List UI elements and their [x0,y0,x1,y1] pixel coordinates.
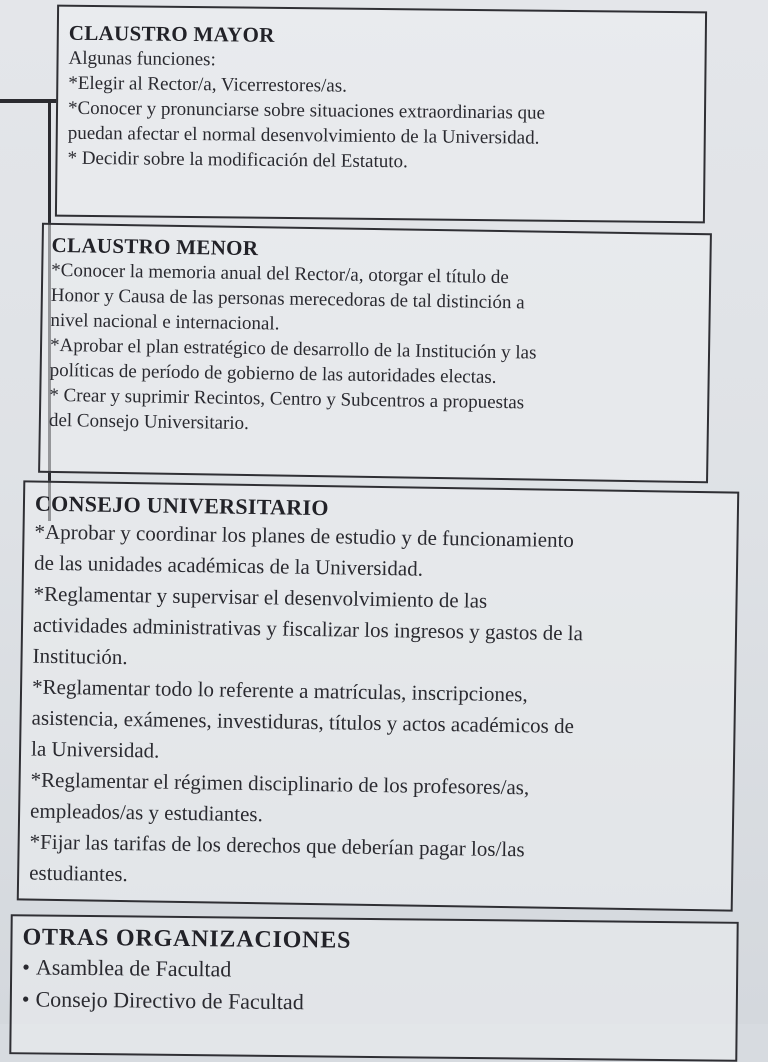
text-line: puedan afectar el normal desenvolvimiento de la Universidad. [67,122,540,149]
text-line: la Universidad. [30,736,160,763]
text-line: Institución. [32,643,128,670]
text-line: de las unidades académicas de la Universidad. [33,550,424,581]
bullet-icon: • [22,954,31,980]
text-line: *Reglamentar y supervisar el desenvolvimiento de las [33,581,488,613]
text-line: *Reglamentar todo lo referente a matrículas, inscripciones, [31,674,528,707]
text-line: Honor y Causa de las personas merecedoras de tal distinción a [50,284,525,314]
text-line: políticas de período de gobierno de las autoridades electas. [49,359,497,388]
section-title: CONSEJO UNIVERSITARIO [34,490,329,521]
text-line: *Fijar las tarifas de los derechos que deberían pagar los/las [29,829,525,862]
text-line: estudiantes. [28,860,128,887]
consejo-universitario-box [17,480,740,911]
otras-organizaciones-box [9,914,738,1062]
text-line: nivel nacional e internacional. [50,309,280,335]
bullet-icon: • [21,986,30,1012]
text-line: del Consejo Universitario. [48,409,250,435]
list-item [22,983,726,1022]
text-line: *Conocer la memoria anual del Rector/a, otorgar el título de [51,259,509,289]
text-line: *Reglamentar el régimen disciplinario de los profesores/as, [30,767,530,800]
text-line: * Crear y suprimir Recintos, Centro y Subcentros a propuestas [49,384,525,414]
section-title: CLAUSTRO MAYOR [68,20,275,47]
section-title: OTRAS ORGANIZACIONES [22,924,352,954]
text-line: *Conocer y pronunciarse sobre situaciones extraordinarias que [67,97,546,124]
text-line: actividades administrativas y fiscalizar los ingresos y gastos de la [32,612,584,646]
claustro-menor-box [38,223,712,483]
text-line: *Elegir al Rector/a, Vicerrestores/as. [68,72,348,97]
list-item-label: Asamblea de Facultad [35,954,232,982]
text-line: *Aprobar el plan estratégico de desarrollo de la Institución y las [49,334,537,364]
text-line: * Decidir sobre la modificación del Estatuto. [67,147,408,173]
section-title: CLAUSTRO MENOR [51,232,259,261]
text-line: empleados/as y estudiantes. [29,798,264,827]
claustro-mayor-box [55,5,707,224]
list-item-label: Consejo Directivo de Facultad [35,986,304,1015]
text-line: *Aprobar y coordinar los planes de estudio y de funcionamiento [34,519,575,553]
text-line: asistencia, exámenes, investiduras, títulos y actos académicos de [31,705,575,739]
text-line: Algunas funciones: [68,47,216,71]
